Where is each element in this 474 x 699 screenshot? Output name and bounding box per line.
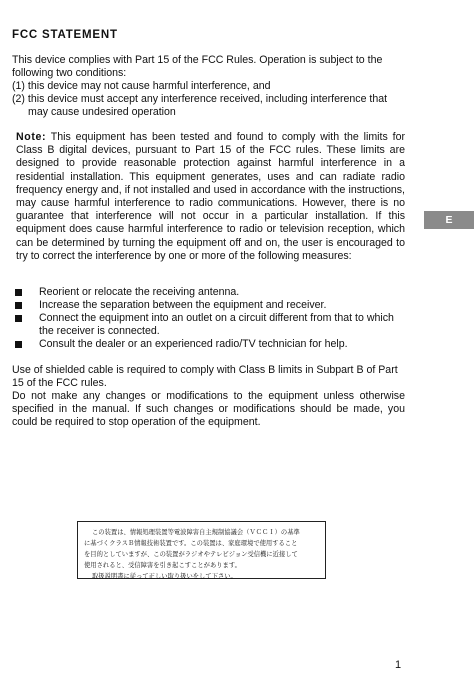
square-bullet-icon (15, 302, 22, 309)
vcci-line: 使用されると、受信障害を引き起こすことがあります。 (84, 562, 241, 569)
vcci-line: を目的としていますが、この装置がラジオやテレビジョン受信機に近接して (84, 551, 298, 558)
square-bullet-icon (15, 289, 22, 296)
list-item (12, 338, 408, 351)
square-bullet-icon (15, 315, 22, 322)
list-item (12, 286, 408, 299)
note-paragraph (16, 131, 405, 263)
vcci-line: 取扱説明書に従って正しい取り扱いをして下さい。 (92, 573, 237, 580)
page-title: FCC STATEMENT (12, 29, 118, 41)
square-bullet-icon (15, 341, 22, 348)
note-text: This equipment has been tested and found to comply with the limits for Class B digital devices, pursuant to Part 15 of the FCC rules. These limits are designed to provide reasonable protection against harmful interference in a residential installation. This equipment generates, uses and can radiate radio frequency energy and, if not installed and used in accordance with the instructions, may cause harmful interference to radio communications. However, there is no guarantee that interference will not occur in a particular installation. If this equipment does cause harmful interference to radio or television reception, which can be determined by turning the equipment off and on, the user is encouraged to try to correct the interference by one or more of the following measures: (16, 131, 405, 262)
vcci-line: に基づくクラスＢ情報技術装置です。この装置は、家庭環境で使用すること (84, 540, 298, 547)
condition-2-continued: may cause undesired operation (28, 106, 176, 118)
vcci-notice-box (77, 521, 326, 579)
measure-text: Connect the equipment into an outlet on a circuit different from that to which the receiver is connected. (39, 312, 394, 337)
page-number: 1 (395, 659, 402, 671)
language-tab: E (424, 211, 474, 229)
intro-paragraph: This device complies with Part 15 of the FCC Rules. Operation is subject to the following two conditions: (12, 54, 383, 79)
shielded-cable-paragraph: Use of shielded cable is required to comply with Class B limits in Subpart B of Part 15 of the FCC rules. (12, 364, 398, 389)
closing-section (12, 364, 405, 429)
vcci-line: この装置は、情報処理装置等電波障害自主規制協議会（ＶＣＣＩ）の基準 (92, 529, 300, 536)
measure-text: Consult the dealer or an experienced radio/TV technician for help. (39, 338, 348, 350)
measure-text: Reorient or relocate the receiving antenna. (39, 286, 240, 298)
measures-list (12, 286, 408, 351)
condition-1: (1) this device may not cause harmful interference, and (12, 80, 271, 92)
measure-text: Increase the separation between the equipment and receiver. (39, 299, 327, 311)
list-item (12, 312, 408, 338)
modifications-paragraph: Do not make any changes or modifications to the equipment unless otherwise specified in the manual. If such changes or modifications should be made, you could be required to stop operation of the equipment. (12, 390, 405, 428)
intro-section (12, 54, 408, 119)
list-item (12, 299, 408, 312)
condition-2: (2) this device must accept any interference received, including interference that (12, 93, 388, 105)
note-label: Note: (16, 131, 47, 143)
